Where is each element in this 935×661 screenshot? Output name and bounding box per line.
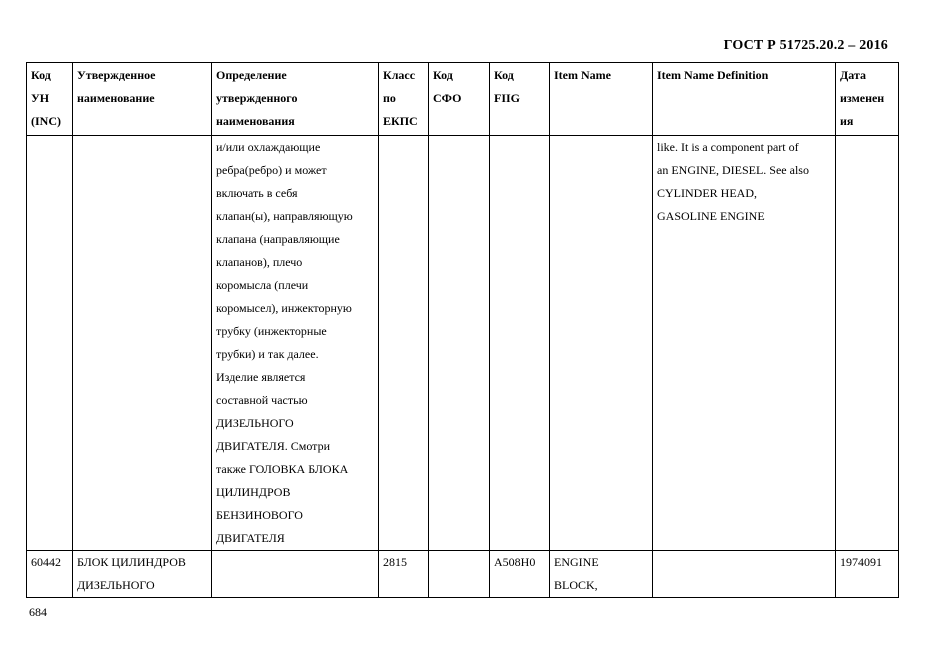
- cell-text-line: трубку (инжекторные: [216, 324, 327, 338]
- cell-sfo-code: [429, 551, 490, 598]
- cell-text-line: ребра(ребро) и может: [216, 163, 327, 177]
- cell-text-line: и/или охлаждающие: [216, 140, 321, 154]
- cell-text-line: БЛОК ЦИЛИНДРОВ: [77, 555, 186, 569]
- cell-text-line: включать в себя: [216, 186, 298, 200]
- cell-text-line: составной частью: [216, 393, 308, 407]
- cell-text-line: клапан(ы), направляющую: [216, 209, 353, 223]
- table-row: [27, 551, 899, 598]
- cell-ekps-class: [379, 551, 429, 598]
- cell-text-line: A508H0: [494, 555, 536, 569]
- cell-text-line: ДИЗЕЛЬНОГО: [77, 578, 155, 592]
- cell-inc-code: [27, 551, 73, 598]
- cell-text-line: коромысел), инжекторную: [216, 301, 352, 315]
- cell-text-line: ЦИЛИНДРОВ: [216, 485, 291, 499]
- cell-text-line: трубки) и так далее.: [216, 347, 319, 361]
- table-header-row: [27, 63, 899, 136]
- cell-item-name-definition: [653, 136, 836, 551]
- cell-fiig-code: [490, 551, 550, 598]
- header-fiig-code: Код FIIG: [490, 63, 550, 136]
- cell-text-line: BLOCK,: [554, 578, 598, 592]
- cell-fiig-code: [490, 136, 550, 551]
- cell-definition: [212, 136, 379, 551]
- cell-text-line: ДВИГАТЕЛЯ: [216, 531, 285, 545]
- cell-text-line: ДИЗЕЛЬНОГО: [216, 416, 294, 430]
- header-inc-code: Код УН (INC): [27, 63, 73, 136]
- item-name-table: [26, 62, 899, 598]
- cell-text-line: CYLINDER HEAD,: [657, 186, 757, 200]
- cell-text-line: GASOLINE ENGINE: [657, 209, 765, 223]
- cell-item-name: [550, 136, 653, 551]
- cell-ekps-class: [379, 136, 429, 551]
- cell-text-line: ENGINE: [554, 555, 599, 569]
- header-approved-name-definition: Определение утвержденного наименования: [212, 63, 379, 136]
- cell-text-line: Изделие является: [216, 370, 306, 384]
- header-ekps-class: Класс по ЕКПС: [379, 63, 429, 136]
- cell-text-line: ДВИГАТЕЛЯ. Смотри: [216, 439, 330, 453]
- header-change-date: Дата изменен ия: [836, 63, 899, 136]
- cell-text-line: также ГОЛОВКА БЛОКА: [216, 462, 349, 476]
- cell-change-date: [836, 136, 899, 551]
- table-row: [27, 136, 899, 551]
- cell-text-line: 1974091: [840, 555, 882, 569]
- cell-item-name: [550, 551, 653, 598]
- cell-item-name-definition: [653, 551, 836, 598]
- cell-text-line: 2815: [383, 555, 407, 569]
- cell-text-line: 60442: [31, 555, 61, 569]
- cell-definition: [212, 551, 379, 598]
- header-sfo-code: Код СФО: [429, 63, 490, 136]
- cell-text-line: клапана (направляющие: [216, 232, 340, 246]
- cell-text-line: БЕНЗИНОВОГО: [216, 508, 303, 522]
- header-approved-name: Утвержденное наименование: [73, 63, 212, 136]
- cell-sfo-code: [429, 136, 490, 551]
- cell-approved-name: [73, 551, 212, 598]
- standard-title: ГОСТ Р 51725.20.2 – 2016: [723, 38, 888, 53]
- cell-approved-name: [73, 136, 212, 551]
- header-item-name-definition: Item Name Definition: [653, 63, 836, 136]
- cell-text-line: an ENGINE, DIESEL. See also: [657, 163, 809, 177]
- cell-text-line: like. It is a component part of: [657, 140, 799, 154]
- cell-text-line: клапанов), плечо: [216, 255, 303, 269]
- header-item-name: Item Name: [550, 63, 653, 136]
- cell-inc-code: [27, 136, 73, 551]
- cell-text-line: коромысла (плечи: [216, 278, 309, 292]
- cell-change-date: [836, 551, 899, 598]
- page-number: 684: [29, 605, 47, 619]
